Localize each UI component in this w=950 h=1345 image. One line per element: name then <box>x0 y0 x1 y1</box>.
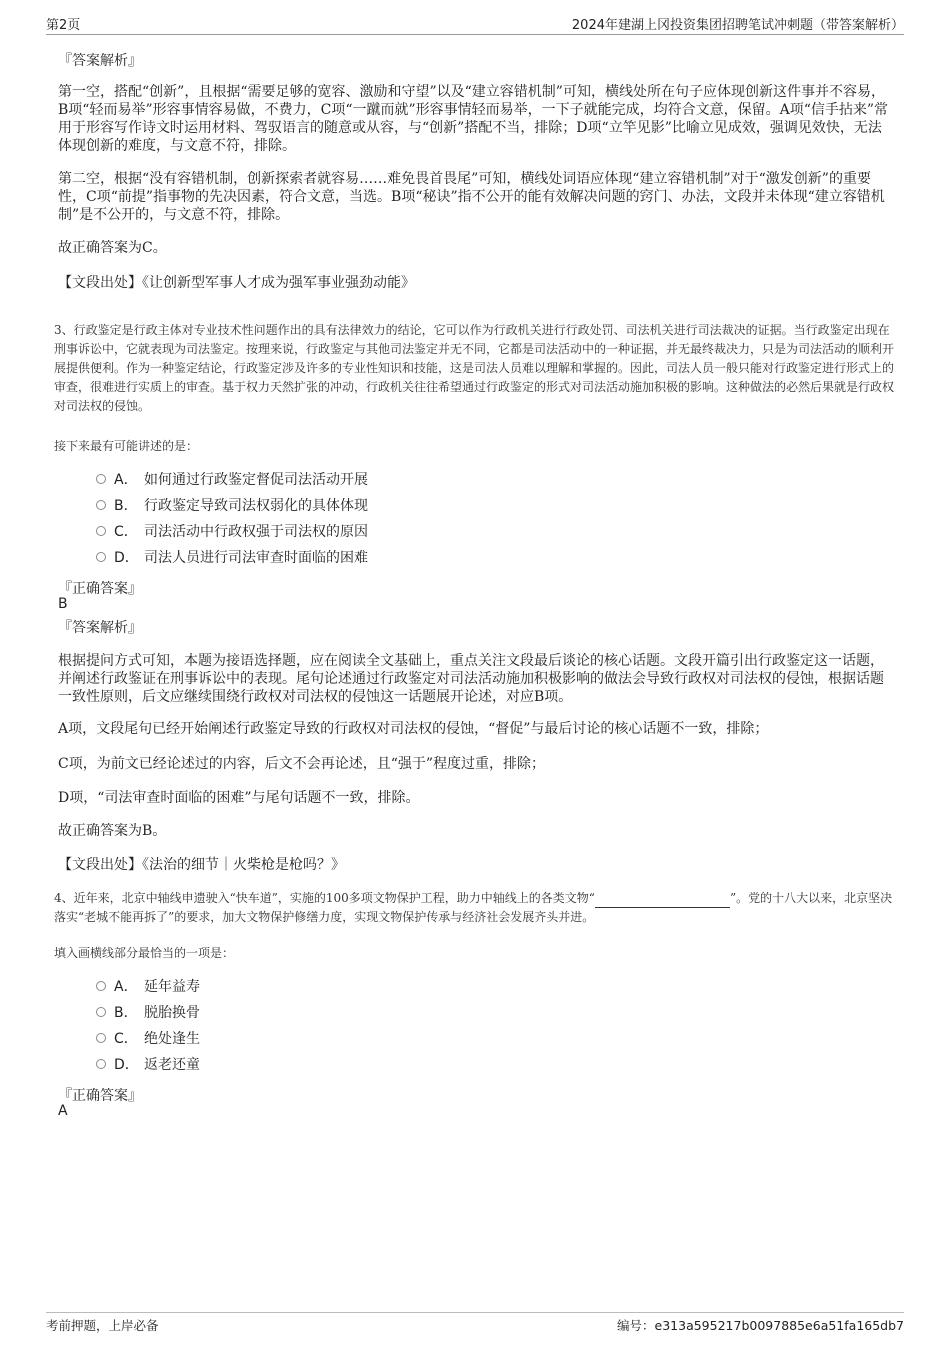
option-text: 如何通过行政鉴定督促司法活动开展 <box>144 472 368 488</box>
q4-option-d[interactable]: D． 返老还童 <box>96 1055 200 1075</box>
radio-icon[interactable] <box>96 1059 106 1069</box>
q3-analysis-para2: A项，文段尾句已经开始阐述行政鉴定导致的行政权对司法权的侵蚀，“督促”与最后讨论的核心话题不一致，排除； <box>58 721 769 737</box>
radio-icon[interactable] <box>96 1007 106 1017</box>
option-text: 司法人员进行司法审查时面临的困难 <box>144 550 368 566</box>
q2-analysis-para1: 第一空，搭配“创新”，且根据“需要足够的宽容、激励和守望”以及“建立容错机制”可知，横线处所在句子应体现创新这件事并不容易，B项“轻而易举”形容事情容易做，不费力，C项“一蹴而就”形容事情轻而易举，一下子就能完成，均符合文意，保留。A项“信手拈来”常用于形容写作诗文时运用材料、驾驭语言的随意或从容，与“创新”搭配不当，排除；D项“立竿见影”比喻立见成效，强调见效快，无法体现创新的难度，与文意不符，排除。 <box>58 84 889 154</box>
q3-answer-label: 『正确答案』 <box>58 581 142 597</box>
q2-analysis-para2: 第二空，根据“没有容错机制，创新探索者就容易……难免畏首畏尾”可知，横线处词语应体现“建立容错机制”对于“激发创新”的重要性，C项“前提”指事物的先决因素，符合文意，当选。B项“秘诀”指不公开的能有效解决问题的窍门、办法，文段并未体现“建立容错机制”是不公开的，与文意不符，排除。 <box>58 171 885 223</box>
footer-slogan: 考前押题，上岸必备 <box>46 1318 159 1333</box>
q4-option-b[interactable]: B． 脱胎换骨 <box>96 1003 200 1023</box>
q4-option-c[interactable]: C． 绝处逢生 <box>96 1029 200 1049</box>
radio-icon[interactable] <box>96 500 106 510</box>
q2-source: 【文段出处】《让创新型军事人才成为强军事业强劲动能》 <box>58 275 415 291</box>
q3-option-b[interactable]: B． 行政鉴定导致司法权弱化的具体体现 <box>96 496 368 516</box>
option-text: 脱胎换骨 <box>144 1005 200 1021</box>
q3-option-d[interactable]: D． 司法人员进行司法审查时面临的困难 <box>96 548 368 568</box>
q4-answer-label: 『正确答案』 <box>58 1088 142 1104</box>
q3-analysis-para4: D项，“司法审查时面临的困难”与尾句话题不一致，排除。 <box>58 790 420 806</box>
q2-conclusion: 故正确答案为C。 <box>58 240 167 256</box>
q3-option-c[interactable]: C． 司法活动中行政权强于司法权的原因 <box>96 522 368 542</box>
page-footer <box>46 1312 904 1335</box>
q3-conclusion: 故正确答案为B。 <box>58 823 167 839</box>
q2-analysis-label: 『答案解析』 <box>58 53 142 69</box>
radio-icon[interactable] <box>96 1033 106 1043</box>
q3-prompt: 接下来最有可能讲述的是： <box>54 439 199 453</box>
radio-icon[interactable] <box>96 474 106 484</box>
q3-source: 【文段出处】《法治的细节｜火柴枪是枪吗？》 <box>58 857 345 873</box>
document-title: 2024年建湖上冈投资集团招聘笔试冲刺题（带答案解析） <box>571 18 904 33</box>
radio-icon[interactable] <box>96 552 106 562</box>
q4-option-a[interactable]: A． 延年益寿 <box>96 977 200 997</box>
option-text: 绝处逢生 <box>144 1031 200 1047</box>
q3-question-text: 3、行政鉴定是行政主体对专业技术性问题作出的具有法律效力的结论，它可以作为行政机关进行行政处罚、司法机关进行司法裁决的证据。当行政鉴定出现在刑事诉讼中，它就表现为司法鉴定。按理来说，行政鉴定与其他司法鉴定并无不同，它都是司法活动中的一种证据，并无最终裁决力，只是为司法活动的顺利开展提供便利。作为一种鉴定结论，行政鉴定涉及许多的专业性知识和技能，这是司法人员难以理解和掌握的。因此，司法人员一般只能对行政鉴定进行形式上的审查，很难进行实质上的审查。基于权力天然扩张的冲动，行政机关往往希望通过行政鉴定的形式对司法活动施加积极的影响。这种做法的必然后果就是行政权对司法权的侵蚀。 <box>54 323 895 413</box>
option-text: 行政鉴定导致司法权弱化的具体体现 <box>144 498 368 514</box>
radio-icon[interactable] <box>96 526 106 536</box>
q4-answer: A <box>58 1103 68 1119</box>
q3-answer: B <box>58 596 68 612</box>
q3-analysis-label: 『答案解析』 <box>58 620 142 636</box>
q4-question-text: 4、近年来，北京中轴线申遗驶入“快车道”，实施的100多项文物保护工程，助力中轴线上的各类文物“ ”。党的十八大以来，北京坚决落实“老城不能再拆了”的要求，加大文物保护修缮力度，实现文物保护传承与经济社会发展齐头并进。 <box>54 891 893 924</box>
q3-analysis-para1: 根据提问方式可知，本题为接语选择题，应在阅读全文基础上，重点关注文段最后谈论的核心话题。文段开篇引出行政鉴定这一话题，并阐述行政鉴证在刑事诉讼中的表现。尾句论述通过行政鉴定对司法活动施加积极影响的做法会导致行政权对司法权的侵蚀，根据话题一致性原则，后文应继续围绕行政权对司法权的侵蚀这一话题展开论述，对应B项。 <box>58 653 884 705</box>
option-text: 司法活动中行政权强于司法权的原因 <box>144 524 368 540</box>
fill-blank <box>595 895 730 908</box>
q3-option-a[interactable]: A． 如何通过行政鉴定督促司法活动开展 <box>96 470 368 490</box>
page-number: 第2页 <box>46 18 81 33</box>
option-text: 返老还童 <box>144 1057 200 1073</box>
q4-prompt: 填入画横线部分最恰当的一项是： <box>54 946 235 960</box>
document-id: 编号：e313a595217b0097885e6a51fa165db7 <box>617 1318 904 1333</box>
page-header <box>46 14 904 35</box>
radio-icon[interactable] <box>96 981 106 991</box>
option-text: 延年益寿 <box>144 979 200 995</box>
q3-analysis-para3: C项，为前文已经论述过的内容，后文不会再论述，且“强于”程度过重，排除； <box>58 756 546 772</box>
